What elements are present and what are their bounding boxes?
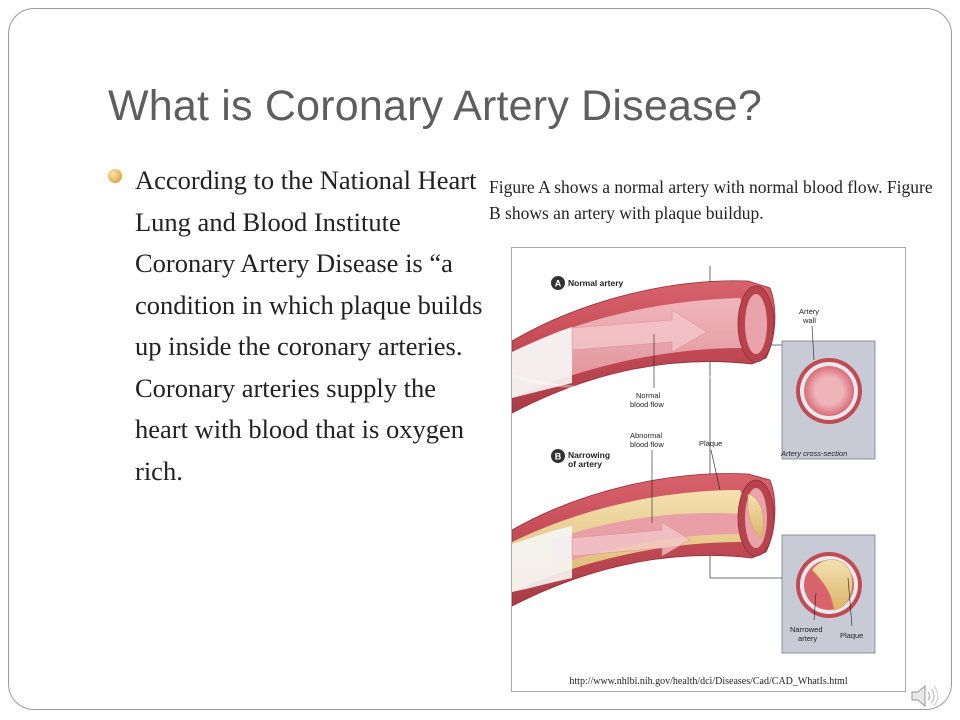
label-a-letter: A: [554, 278, 562, 289]
label-artery-wall-2: wall: [803, 316, 816, 325]
label-narrowed-2: artery: [798, 634, 818, 643]
bullet-dot-icon: [108, 169, 122, 183]
label-b-letter: B: [554, 451, 562, 462]
label-normal-flow-2: blood flow: [630, 400, 664, 409]
label-narrowing-2: of artery: [568, 459, 603, 469]
label-plaque-top: Plaque: [699, 439, 723, 448]
label-narrowing-1: Narrowing: [568, 450, 611, 460]
label-normal-flow-1: Normal: [636, 391, 661, 400]
label-artery-wall-1: Artery: [799, 307, 820, 316]
artery-figure: [511, 247, 906, 692]
figure-source-url[interactable]: http://www.nhlbi.nih.gov/health/dci/Diseases/Cad/CAD_WhatIs.html: [569, 676, 848, 687]
bullet-paragraph: According to the National Heart Lung and Blood Institute Coronary Artery Disease is “a condition in which plaque builds up inside the coronary arteries. Coronary arteries supply the heart with blood that is oxygen rich.: [135, 165, 483, 486]
artery-diagram: [512, 248, 905, 691]
label-normal-artery: Normal artery: [568, 278, 624, 288]
slide-title: What is Coronary Artery Disease?: [108, 82, 763, 130]
label-narrowed-1: Narrowed: [790, 625, 823, 634]
label-cross-section: Artery cross-section: [781, 449, 848, 458]
figure-caption: Figure A shows a normal artery with normal blood flow. Figure B shows an artery with plaque buildup.: [489, 177, 933, 223]
label-plaque-bottom: Plaque: [840, 631, 864, 640]
label-abnormal-flow-2: blood flow: [630, 440, 664, 449]
speaker-icon[interactable]: [910, 683, 940, 709]
label-abnormal-flow-1: Abnormal: [630, 431, 663, 440]
